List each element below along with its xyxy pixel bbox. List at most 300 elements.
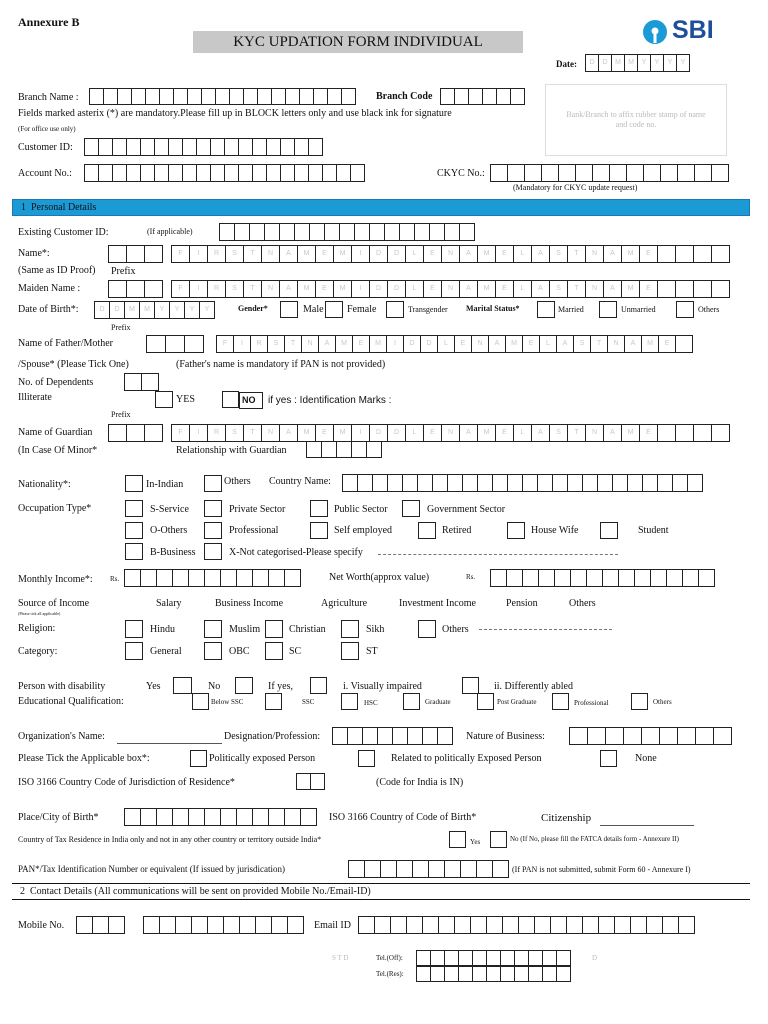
name-letter-box[interactable]: S bbox=[225, 245, 244, 263]
dob-label: Date of Birth*: bbox=[18, 304, 79, 315]
std-label: S T D bbox=[332, 954, 349, 962]
disability-if-yes-checkbox[interactable] bbox=[310, 677, 327, 694]
name-letter-box[interactable]: A bbox=[279, 424, 298, 442]
category-label: Category: bbox=[18, 646, 58, 657]
name-boxes[interactable] bbox=[171, 245, 730, 263]
country-name-boxes[interactable] bbox=[342, 474, 703, 492]
tel-off-boxes[interactable] bbox=[416, 950, 571, 966]
minor-label: (In Case Of Minor* bbox=[18, 445, 98, 456]
tel-res-label: Tel.(Res): bbox=[376, 970, 404, 978]
name-letter-box[interactable]: S bbox=[225, 280, 244, 298]
name-letter-box[interactable]: N bbox=[261, 245, 280, 263]
disability-no-checkbox[interactable] bbox=[235, 677, 253, 694]
occupation-housewife-label: House Wife bbox=[531, 525, 579, 536]
disability-yes-checkbox[interactable] bbox=[173, 677, 192, 694]
name-letter-box[interactable]: N bbox=[441, 245, 460, 263]
name-letter-box[interactable] bbox=[657, 424, 676, 442]
name-letter-box[interactable]: R bbox=[250, 335, 268, 353]
name-prefix-boxes[interactable] bbox=[108, 245, 163, 263]
occupation-professional-label: Professional bbox=[229, 525, 279, 536]
religion-hindu-checkbox[interactable] bbox=[125, 620, 143, 638]
name-letter-box[interactable] bbox=[711, 280, 730, 298]
name-letter-box[interactable]: E bbox=[315, 424, 334, 442]
name-letter-box[interactable]: M bbox=[621, 280, 640, 298]
name-letter-box[interactable]: E bbox=[495, 245, 514, 263]
gender-transgender-checkbox[interactable] bbox=[386, 301, 404, 318]
name-letter-box[interactable]: E bbox=[639, 424, 658, 442]
name-letter-box[interactable]: A bbox=[279, 280, 298, 298]
nature-business-label: Nature of Business: bbox=[466, 731, 545, 742]
tax-yes-label: Yes bbox=[470, 838, 481, 846]
occupation-retired-label: Retired bbox=[442, 525, 472, 536]
category-sc-label: SC bbox=[289, 646, 302, 657]
name-letter-box[interactable]: D bbox=[369, 245, 388, 263]
gender-transgender-label: Transgender bbox=[408, 305, 448, 314]
father-mandatory-note: (Father's name is mandatory if PAN is not provided) bbox=[176, 359, 386, 370]
net-worth-boxes[interactable] bbox=[490, 569, 715, 587]
rs-label-2: Rs. bbox=[466, 573, 476, 581]
name-letter-box[interactable]: A bbox=[279, 245, 298, 263]
name-letter-box[interactable]: E bbox=[315, 245, 334, 263]
name-letter-box[interactable]: F bbox=[171, 280, 190, 298]
name-letter-box[interactable]: M bbox=[477, 245, 496, 263]
occupation-service-label: S-Service bbox=[150, 504, 189, 515]
name-letter-box[interactable]: T bbox=[284, 335, 302, 353]
name-letter-box[interactable]: L bbox=[405, 424, 424, 442]
gender-male-checkbox[interactable] bbox=[280, 301, 298, 318]
tax-no-label: No (If No, please fill the FATCA details form - Annexure II) bbox=[510, 835, 679, 843]
name-letter-box[interactable]: R bbox=[207, 280, 226, 298]
occupation-professional-checkbox[interactable] bbox=[204, 522, 222, 539]
name-letter-box[interactable]: S bbox=[573, 335, 591, 353]
source-others[interactable]: Others bbox=[569, 598, 596, 609]
nature-business-boxes[interactable] bbox=[569, 727, 732, 745]
nationality-indian-checkbox[interactable] bbox=[125, 475, 143, 492]
tel-res-boxes[interactable] bbox=[416, 966, 571, 982]
category-sc-checkbox[interactable] bbox=[265, 642, 283, 660]
branch-name-label: Branch Name : bbox=[18, 92, 79, 103]
name-letter-box[interactable]: T bbox=[243, 424, 262, 442]
name-letter-box[interactable]: I bbox=[351, 245, 370, 263]
name-letter-box[interactable]: E bbox=[423, 280, 442, 298]
sbi-logo-text: SBI bbox=[672, 16, 714, 44]
citizenship-line[interactable] bbox=[600, 825, 694, 826]
category-st-label: ST bbox=[366, 646, 378, 657]
related-pep-label: Related to politically Exposed Person bbox=[391, 753, 542, 764]
name-letter-box[interactable]: T bbox=[567, 245, 586, 263]
branch-code-label: Branch Code bbox=[376, 91, 433, 102]
section-number: 2 bbox=[20, 886, 25, 897]
name-letter-box[interactable]: A bbox=[531, 280, 550, 298]
source-agriculture[interactable]: Agriculture bbox=[321, 598, 368, 609]
name-letter-box[interactable]: D bbox=[387, 280, 406, 298]
religion-christian-checkbox[interactable] bbox=[265, 620, 283, 638]
marital-married-checkbox[interactable] bbox=[537, 301, 555, 318]
name-letter-box[interactable]: E bbox=[423, 245, 442, 263]
name-letter-box[interactable]: E bbox=[454, 335, 472, 353]
religion-label: Religion: bbox=[18, 623, 56, 634]
name-letter-box[interactable]: A bbox=[459, 245, 478, 263]
pan-note: (If PAN is not submitted, submit Form 60 - Annexure I) bbox=[512, 865, 691, 874]
marital-unmarried-label: Unmarried bbox=[621, 305, 656, 314]
name-letter-box[interactable]: E bbox=[495, 424, 514, 442]
name-letter-box[interactable]: M bbox=[505, 335, 523, 353]
same-as-id-label: (Same as ID Proof) bbox=[18, 265, 96, 276]
name-letter-box[interactable]: S bbox=[549, 245, 568, 263]
stamp-note: Bank/Branch to affix rubber stamp of name and code no. bbox=[566, 110, 706, 129]
occupation-public-label: Public Sector bbox=[334, 504, 388, 515]
source-income-label: Source of Income bbox=[18, 598, 90, 609]
name-letter-box[interactable]: M bbox=[297, 245, 316, 263]
name-letter-box[interactable] bbox=[675, 280, 694, 298]
edu-professional-label: Professional bbox=[574, 699, 609, 707]
branch-name-boxes[interactable] bbox=[89, 88, 356, 105]
prefix-label: Prefix bbox=[111, 323, 131, 332]
name-letter-box[interactable]: E bbox=[639, 245, 658, 263]
edu-hsc-checkbox[interactable] bbox=[341, 693, 358, 710]
edu-below-ssc-checkbox[interactable] bbox=[192, 693, 209, 710]
name-letter-box[interactable]: R bbox=[207, 424, 226, 442]
illiterate-yes-checkbox[interactable] bbox=[155, 391, 173, 408]
name-letter-box[interactable]: A bbox=[318, 335, 336, 353]
name-letter-box[interactable]: L bbox=[539, 335, 557, 353]
source-business[interactable]: Business Income bbox=[215, 598, 284, 609]
annexure-label: Annexure B bbox=[18, 15, 80, 29]
name-letter-box[interactable]: L bbox=[405, 280, 424, 298]
name-letter-box[interactable]: F bbox=[216, 335, 234, 353]
name-letter-box[interactable] bbox=[675, 335, 693, 353]
name-letter-box[interactable]: S bbox=[549, 280, 568, 298]
edu-post-graduate-label: Post Graduate bbox=[497, 698, 537, 706]
religion-others-label: Others bbox=[442, 624, 469, 635]
date-boxes[interactable]: D D M M Y Y Y Y bbox=[585, 54, 690, 72]
sbi-logo bbox=[642, 19, 668, 48]
differently-abled-label: ii. Differently abled bbox=[494, 681, 573, 692]
name-letter-box[interactable]: N bbox=[441, 424, 460, 442]
occupation-self-employed-checkbox[interactable] bbox=[310, 522, 328, 539]
visually-impaired-checkbox[interactable] bbox=[462, 677, 479, 694]
name-letter-box[interactable] bbox=[657, 245, 676, 263]
name-letter-box[interactable]: T bbox=[590, 335, 608, 353]
occupation-others-label: O-Others bbox=[150, 525, 188, 536]
guardian-prefix-boxes[interactable] bbox=[108, 424, 163, 442]
name-letter-box[interactable]: I bbox=[351, 424, 370, 442]
name-letter-box[interactable]: M bbox=[333, 424, 352, 442]
name-letter-box[interactable]: M bbox=[621, 245, 640, 263]
name-letter-box[interactable]: S bbox=[267, 335, 285, 353]
rs-label: Rs. bbox=[110, 575, 120, 583]
name-letter-box[interactable]: A bbox=[624, 335, 642, 353]
name-letter-box[interactable]: E bbox=[495, 280, 514, 298]
marital-others-checkbox[interactable] bbox=[676, 301, 694, 318]
occupation-self-employed-label: Self employed bbox=[334, 525, 393, 536]
occupation-private-label: Private Sector bbox=[229, 504, 286, 515]
disability-yes-label: Yes bbox=[146, 681, 161, 692]
religion-sikh-label: Sikh bbox=[366, 624, 385, 635]
name-letter-box[interactable] bbox=[693, 280, 712, 298]
illiterate-label: Illiterate bbox=[18, 392, 52, 403]
source-salary[interactable]: Salary bbox=[156, 598, 182, 609]
name-letter-box[interactable]: E bbox=[352, 335, 370, 353]
name-letter-box[interactable]: F bbox=[171, 424, 190, 442]
nationality-label: Nationality*: bbox=[18, 479, 71, 490]
related-pep-checkbox[interactable] bbox=[358, 750, 375, 767]
name-letter-box[interactable]: T bbox=[567, 424, 586, 442]
citizenship-label: Citizenship bbox=[541, 812, 592, 824]
guardian-name-label: Name of Guardian bbox=[18, 427, 93, 438]
section-contact-details bbox=[12, 883, 750, 900]
place-birth-label: Place/City of Birth* bbox=[18, 812, 99, 823]
religion-muslim-label: Muslim bbox=[229, 624, 261, 635]
name-letter-box[interactable]: I bbox=[233, 335, 251, 353]
nationality-others-checkbox[interactable] bbox=[204, 475, 222, 492]
occupation-government-checkbox[interactable] bbox=[402, 500, 420, 517]
tel-off-label: Tel.(Off): bbox=[376, 954, 403, 962]
name-letter-box[interactable]: D bbox=[420, 335, 438, 353]
relationship-guardian-label: Relationship with Guardian bbox=[176, 445, 287, 456]
country-name-label: Country Name: bbox=[269, 476, 331, 487]
name-letter-box[interactable]: D bbox=[369, 424, 388, 442]
religion-hindu-label: Hindu bbox=[150, 624, 175, 635]
occupation-retired-checkbox[interactable] bbox=[418, 522, 436, 539]
pan-boxes[interactable] bbox=[348, 860, 509, 878]
name-letter-box[interactable]: A bbox=[603, 424, 622, 442]
name-letter-box[interactable]: M bbox=[369, 335, 387, 353]
education-label: Educational Qualification: bbox=[18, 696, 124, 707]
customer-id-label: Customer ID: bbox=[18, 142, 73, 153]
occupation-service-checkbox[interactable] bbox=[125, 500, 143, 517]
name-letter-box[interactable] bbox=[693, 424, 712, 442]
name-letter-box[interactable]: F bbox=[171, 245, 190, 263]
name-letter-box[interactable]: A bbox=[459, 280, 478, 298]
ckyc-note: (Mandatory for CKYC update request) bbox=[513, 183, 638, 192]
name-letter-box[interactable] bbox=[711, 245, 730, 263]
occupation-government-label: Government Sector bbox=[427, 504, 506, 515]
occupation-student-checkbox[interactable] bbox=[600, 522, 618, 539]
occupation-label: Occupation Type* bbox=[18, 503, 92, 514]
occupation-public-checkbox[interactable] bbox=[310, 500, 328, 517]
edu-others-label: Others bbox=[653, 698, 672, 706]
name-letter-box[interactable]: L bbox=[513, 245, 532, 263]
name-letter-box[interactable]: S bbox=[549, 424, 568, 442]
name-letter-box[interactable]: T bbox=[243, 245, 262, 263]
designation-boxes[interactable] bbox=[332, 727, 453, 745]
visually-impaired-label: i. Visually impaired bbox=[343, 681, 422, 692]
name-letter-box[interactable]: L bbox=[405, 245, 424, 263]
father-name-boxes[interactable] bbox=[216, 335, 693, 353]
name-letter-box[interactable]: E bbox=[423, 424, 442, 442]
occupation-business-checkbox[interactable] bbox=[125, 543, 143, 560]
ckyc-boxes[interactable] bbox=[490, 164, 729, 182]
sbi-keyhole-icon bbox=[642, 19, 668, 45]
spouse-label: /Spouse* (Please Tick One) bbox=[18, 359, 129, 370]
religion-others-line[interactable] bbox=[479, 629, 612, 630]
name-letter-box[interactable]: N bbox=[471, 335, 489, 353]
maiden-name-boxes[interactable] bbox=[171, 280, 730, 298]
relationship-guardian-boxes[interactable] bbox=[306, 441, 382, 458]
existing-customer-id-boxes[interactable] bbox=[219, 223, 475, 241]
name-letter-box[interactable]: A bbox=[459, 424, 478, 442]
name-letter-box[interactable]: N bbox=[585, 280, 604, 298]
name-letter-box[interactable]: M bbox=[477, 424, 496, 442]
name-letter-box[interactable]: A bbox=[531, 245, 550, 263]
father-name-label: Name of Father/Mother bbox=[18, 338, 113, 349]
place-birth-boxes[interactable] bbox=[124, 808, 317, 826]
name-letter-box[interactable] bbox=[693, 245, 712, 263]
marital-others-label: Others bbox=[698, 305, 720, 314]
occupation-not-categorised-checkbox[interactable] bbox=[204, 543, 222, 560]
name-letter-box[interactable]: I bbox=[386, 335, 404, 353]
source-investment[interactable]: Investment Income bbox=[399, 598, 476, 609]
edu-graduate-checkbox[interactable] bbox=[403, 693, 420, 710]
name-letter-box[interactable]: M bbox=[297, 424, 316, 442]
std-suffix: D bbox=[592, 954, 598, 962]
name-letter-box[interactable]: E bbox=[522, 335, 540, 353]
name-letter-box[interactable]: D bbox=[369, 280, 388, 298]
name-letter-box[interactable]: N bbox=[261, 280, 280, 298]
edu-post-graduate-checkbox[interactable] bbox=[477, 693, 494, 710]
category-obc-checkbox[interactable] bbox=[204, 642, 222, 660]
name-letter-box[interactable]: L bbox=[437, 335, 455, 353]
religion-others-checkbox[interactable] bbox=[418, 620, 436, 638]
email-label: Email ID bbox=[314, 920, 351, 931]
tick-applicable-label: Please Tick the Applicable box*: bbox=[18, 753, 150, 764]
name-letter-box[interactable]: N bbox=[585, 424, 604, 442]
pep-checkbox[interactable] bbox=[190, 750, 207, 767]
branch-code-boxes[interactable] bbox=[440, 88, 525, 105]
illiterate-no-checkbox[interactable] bbox=[222, 391, 239, 408]
name-letter-box[interactable]: M bbox=[335, 335, 353, 353]
pan-label: PAN*/Tax Identification Number or equivalent (If issued by jurisdication) bbox=[18, 864, 285, 874]
guardian-name-boxes[interactable] bbox=[171, 424, 730, 442]
name-letter-box[interactable] bbox=[711, 424, 730, 442]
date-label: Date: bbox=[556, 59, 577, 69]
category-st-checkbox[interactable] bbox=[341, 642, 359, 660]
edu-graduate-label: Graduate bbox=[425, 698, 451, 706]
name-letter-box[interactable]: A bbox=[603, 245, 622, 263]
name-letter-box[interactable]: L bbox=[513, 424, 532, 442]
name-letter-box[interactable]: D bbox=[387, 245, 406, 263]
name-letter-box[interactable]: D bbox=[403, 335, 421, 353]
name-letter-box[interactable]: R bbox=[207, 245, 226, 263]
edu-ssc-label: SSC bbox=[302, 698, 315, 706]
name-letter-box[interactable]: M bbox=[641, 335, 659, 353]
name-letter-box[interactable]: E bbox=[315, 280, 334, 298]
name-letter-box[interactable]: M bbox=[297, 280, 316, 298]
occupation-private-checkbox[interactable] bbox=[204, 500, 222, 517]
name-letter-box[interactable]: L bbox=[513, 280, 532, 298]
prefix-label: Prefix bbox=[111, 266, 136, 277]
occupation-others-checkbox[interactable] bbox=[125, 522, 143, 539]
customer-id-boxes[interactable] bbox=[84, 138, 323, 156]
father-prefix-boxes[interactable] bbox=[146, 335, 204, 353]
ckyc-label: CKYC No.: bbox=[437, 168, 485, 179]
name-letter-box[interactable]: E bbox=[639, 280, 658, 298]
marital-status-label: Marital Status* bbox=[466, 304, 520, 313]
iso-residence-note: (Code for India is IN) bbox=[376, 777, 464, 788]
name-letter-box[interactable]: N bbox=[441, 280, 460, 298]
tax-residence-label: Country of Tax Residence in India only and not in any other country or territory outside India* bbox=[18, 835, 322, 844]
name-letter-box[interactable]: I bbox=[189, 424, 208, 442]
email-boxes[interactable] bbox=[358, 916, 695, 934]
name-letter-box[interactable] bbox=[675, 245, 694, 263]
name-letter-box[interactable]: T bbox=[567, 280, 586, 298]
disability-if-yes-label: If yes, bbox=[268, 681, 293, 692]
gender-label: Gender* bbox=[238, 304, 268, 313]
edu-ssc-checkbox[interactable] bbox=[265, 693, 282, 710]
name-letter-box[interactable]: S bbox=[225, 424, 244, 442]
account-no-boxes[interactable] bbox=[84, 164, 365, 182]
name-letter-box[interactable]: M bbox=[333, 280, 352, 298]
maiden-prefix-boxes[interactable] bbox=[108, 280, 163, 298]
name-letter-box[interactable]: D bbox=[387, 424, 406, 442]
iso-residence-boxes[interactable] bbox=[296, 773, 325, 790]
edu-professional-checkbox[interactable] bbox=[552, 693, 569, 710]
religion-sikh-checkbox[interactable] bbox=[341, 620, 359, 638]
name-letter-box[interactable] bbox=[657, 280, 676, 298]
specify-line[interactable] bbox=[378, 554, 618, 555]
existing-customer-id-label: Existing Customer ID: bbox=[18, 227, 109, 238]
iso-birth-label: ISO 3166 Country of Code of Birth* bbox=[329, 812, 477, 823]
marital-unmarried-checkbox[interactable] bbox=[599, 301, 617, 318]
tax-no-checkbox[interactable] bbox=[490, 831, 507, 848]
edu-others-checkbox[interactable] bbox=[631, 693, 648, 710]
religion-christian-label: Christian bbox=[289, 624, 326, 635]
name-letter-box[interactable]: I bbox=[189, 245, 208, 263]
stamp-box bbox=[545, 84, 727, 156]
name-letter-box[interactable]: N bbox=[261, 424, 280, 442]
mobile-code-boxes[interactable] bbox=[76, 916, 125, 934]
name-letter-box[interactable]: N bbox=[301, 335, 319, 353]
disability-label: Person with disability bbox=[18, 681, 106, 692]
category-general-label: General bbox=[150, 646, 182, 657]
occupation-housewife-checkbox[interactable] bbox=[507, 522, 525, 539]
dependents-boxes[interactable] bbox=[124, 373, 159, 391]
name-letter-box[interactable]: A bbox=[556, 335, 574, 353]
nationality-indian-label: In-Indian bbox=[146, 479, 184, 490]
maiden-name-label: Maiden Name : bbox=[18, 283, 81, 294]
source-pension[interactable]: Pension bbox=[506, 598, 538, 609]
name-letter-box[interactable]: N bbox=[607, 335, 625, 353]
occupation-business-label: B-Business bbox=[150, 547, 196, 558]
mandatory-note: Fields marked asterix (*) are mandatory.Please fill up in BLOCK letters only and use black ink for signature bbox=[18, 108, 452, 119]
name-letter-box[interactable]: M bbox=[333, 245, 352, 263]
none-checkbox[interactable] bbox=[600, 750, 617, 767]
organization-name-line[interactable] bbox=[117, 743, 222, 744]
name-letter-box[interactable]: M bbox=[621, 424, 640, 442]
name-letter-box[interactable] bbox=[675, 424, 694, 442]
mobile-number-boxes[interactable] bbox=[143, 916, 304, 934]
name-letter-box[interactable]: A bbox=[531, 424, 550, 442]
category-general-checkbox[interactable] bbox=[125, 642, 143, 660]
name-letter-box[interactable]: A bbox=[603, 280, 622, 298]
gender-female-label: Female bbox=[347, 304, 377, 315]
disability-no-label: No bbox=[208, 681, 221, 692]
name-letter-box[interactable]: T bbox=[243, 280, 262, 298]
gender-female-checkbox[interactable] bbox=[325, 301, 343, 318]
name-letter-box[interactable]: E bbox=[658, 335, 676, 353]
tax-yes-checkbox[interactable] bbox=[449, 831, 466, 848]
name-letter-box[interactable]: I bbox=[351, 280, 370, 298]
dob-boxes[interactable]: D D M M Y Y Y Y bbox=[94, 301, 215, 319]
name-letter-box[interactable]: M bbox=[477, 280, 496, 298]
name-letter-box[interactable]: I bbox=[189, 280, 208, 298]
name-letter-box[interactable]: N bbox=[585, 245, 604, 263]
religion-muslim-checkbox[interactable] bbox=[204, 620, 222, 638]
name-letter-box[interactable]: A bbox=[488, 335, 506, 353]
monthly-income-boxes[interactable] bbox=[124, 569, 301, 587]
illiterate-yes-label: YES bbox=[176, 394, 195, 405]
